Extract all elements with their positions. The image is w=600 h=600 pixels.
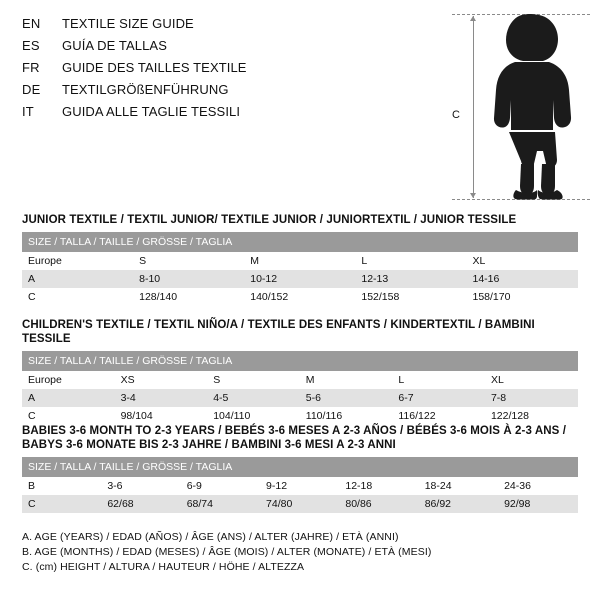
table-row (22, 389, 578, 407)
cell: L (355, 252, 466, 270)
cell: 116/122 (392, 407, 485, 425)
section-children-textile (22, 318, 578, 425)
table-row (22, 371, 578, 389)
cell: 62/68 (101, 495, 180, 513)
cell: 6-7 (392, 389, 485, 407)
cell: 152/158 (355, 288, 466, 306)
table-row (22, 270, 578, 288)
row-label: C (22, 407, 115, 425)
row-label: B (22, 477, 101, 495)
cell: S (207, 371, 300, 389)
legend-line-b: B. AGE (MONTHS) / EDAD (MESES) / ÂGE (MOIS) / ALTER (MONATE) / ETÀ (MESI) (22, 546, 432, 558)
table-header-row (22, 351, 578, 371)
header-row-it (22, 102, 442, 122)
cell: 10-12 (244, 270, 355, 288)
children-size-table (22, 351, 578, 425)
cell: 12-18 (339, 477, 418, 495)
babies-header-label: SIZE / TALLA / TAILLE / GRÖSSE / TAGLIA (22, 457, 578, 477)
header-row-de (22, 80, 442, 100)
cell: 6-9 (181, 477, 260, 495)
header-lang-en: EN (22, 16, 41, 31)
height-label-c: C (452, 109, 460, 121)
header-row-fr (22, 58, 442, 78)
cell: M (244, 252, 355, 270)
header-text-fr: GUIDE DES TAILLES TEXTILE (62, 60, 247, 75)
cell: 98/104 (115, 407, 208, 425)
table-row (22, 288, 578, 306)
header-text-it: GUIDA ALLE TAGLIE TESSILI (62, 104, 241, 119)
cell: XL (467, 252, 579, 270)
toddler-silhouette-icon (485, 14, 590, 200)
cell: 5-6 (300, 389, 393, 407)
cell: 158/170 (467, 288, 579, 306)
cell: 9-12 (260, 477, 339, 495)
table-row (22, 495, 578, 513)
header-lang-fr: FR (22, 60, 40, 75)
header-text-en: TEXTILE SIZE GUIDE (62, 16, 194, 31)
table-header-row (22, 232, 578, 252)
cell: 104/110 (207, 407, 300, 425)
legend-block (22, 530, 578, 575)
table-row (22, 252, 578, 270)
cell: 86/92 (419, 495, 498, 513)
cell: M (300, 371, 393, 389)
table-row (22, 407, 578, 425)
cell: 24-36 (498, 477, 578, 495)
table-row (22, 477, 578, 495)
header-text-de: TEXTILGRÖßENFÜHRUNG (62, 82, 229, 97)
cell: 74/80 (260, 495, 339, 513)
header-lang-es: ES (22, 38, 40, 53)
section-title-babies (22, 424, 578, 452)
section-babies-textile (22, 424, 578, 513)
cell: S (133, 252, 244, 270)
header-title-block (22, 14, 442, 124)
section-title-children: CHILDREN'S TEXTILE / TEXTIL NIÑO/A / TEXTILE DES ENFANTS / KINDERTEXTIL / BAMBINI TESSILE (22, 319, 535, 345)
cell: 3-6 (101, 477, 180, 495)
header-lang-it: IT (22, 104, 34, 119)
junior-size-table (22, 232, 578, 306)
cell: 92/98 (498, 495, 578, 513)
section-junior-textile (22, 213, 578, 306)
cell: 4-5 (207, 389, 300, 407)
cell: 140/152 (244, 288, 355, 306)
row-label: Europe (22, 371, 115, 389)
row-label: Europe (22, 252, 133, 270)
cell: 110/116 (300, 407, 393, 425)
cell: 7-8 (485, 389, 578, 407)
cell: 122/128 (485, 407, 578, 425)
cell: 12-13 (355, 270, 466, 288)
legend-line-a: A. AGE (YEARS) / EDAD (AÑOS) / ÂGE (ANS) / ALTER (JAHRE) / ETÀ (ANNI) (22, 531, 399, 543)
row-label: A (22, 270, 133, 288)
cell: 3-4 (115, 389, 208, 407)
header-row-en (22, 14, 442, 34)
row-label: C (22, 495, 101, 513)
row-label: C (22, 288, 133, 306)
height-measurement-figure (440, 6, 590, 206)
header-text-es: GUÍA DE TALLAS (62, 38, 167, 53)
table-header-row (22, 457, 578, 477)
babies-size-table (22, 457, 578, 513)
section-title-babies-line2: BABYS 3-6 MONATE BIS 2-3 JAHRE / BAMBINI 3-6 MESI A 2-3 ANNI (22, 439, 396, 451)
header-row-es (22, 36, 442, 56)
children-header-label: SIZE / TALLA / TAILLE / GRÖSSE / TAGLIA (22, 351, 578, 371)
header-lang-de: DE (22, 82, 41, 97)
row-label: A (22, 389, 115, 407)
cell: XL (485, 371, 578, 389)
legend-line-c: C. (cm) HEIGHT / ALTURA / HAUTEUR / HÖHE / ALTEZZA (22, 561, 305, 573)
cell: XS (115, 371, 208, 389)
section-title-junior: JUNIOR TEXTILE / TEXTIL JUNIOR/ TEXTILE JUNIOR / JUNIORTEXTIL / JUNIOR TESSILE (22, 214, 517, 226)
cell: 68/74 (181, 495, 260, 513)
cell: 80/86 (339, 495, 418, 513)
cell: 128/140 (133, 288, 244, 306)
cell: 14-16 (467, 270, 579, 288)
cell: 18-24 (419, 477, 498, 495)
cell: L (392, 371, 485, 389)
cell: 8-10 (133, 270, 244, 288)
section-title-babies-line1: BABIES 3-6 MONTH TO 2-3 YEARS / BEBÉS 3-6 MESES A 2-3 AÑOS / BÉBÉS 3-6 MOIS À 2-3 ANS / (22, 425, 566, 437)
height-arrow-icon (473, 16, 474, 198)
junior-header-label: SIZE / TALLA / TAILLE / GRÖSSE / TAGLIA (22, 232, 578, 252)
